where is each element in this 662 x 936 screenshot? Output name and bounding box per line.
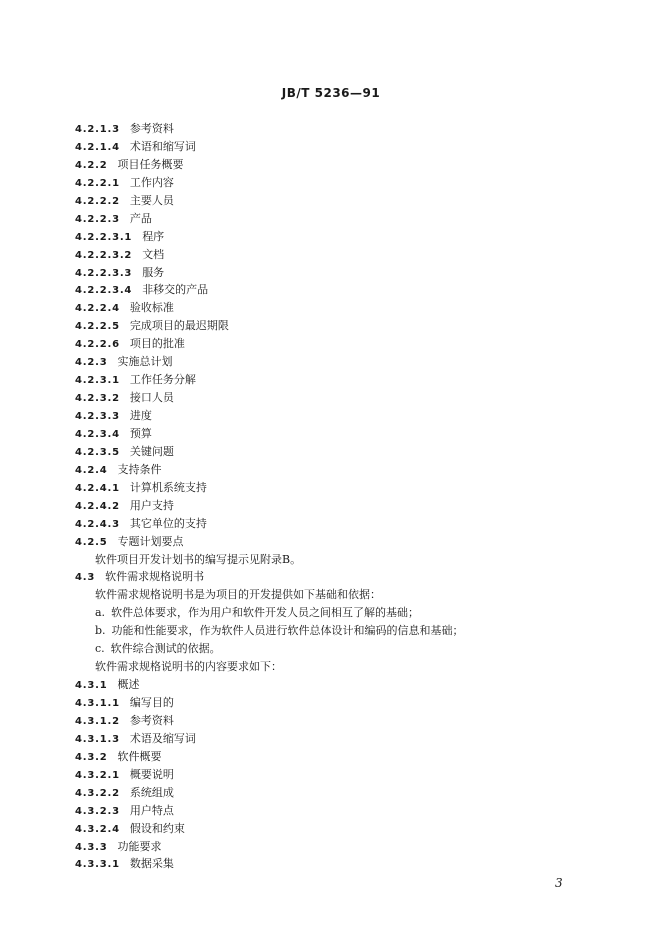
section-title: 其它单位的支持	[129, 516, 207, 530]
section-title: 软件概要	[117, 749, 162, 763]
list-marker: c.	[95, 642, 105, 656]
section-heading	[75, 855, 615, 873]
section-number: 4.2.5	[75, 536, 108, 548]
section-title: 用户特点	[129, 803, 174, 817]
section-heading	[75, 784, 615, 802]
section-heading	[75, 228, 615, 246]
section-number: 4.2.2.4	[75, 303, 120, 315]
list-marker: b.	[95, 624, 106, 638]
section-title: 专题计划要点	[117, 534, 184, 548]
section-heading	[75, 335, 615, 353]
section-number: 4.2.3.5	[75, 446, 120, 458]
section-title: 计算机系统支持	[129, 480, 207, 494]
section-heading	[75, 281, 615, 299]
section-number: 4.2.2.3.1	[75, 231, 133, 243]
section-title: 概述	[117, 678, 140, 692]
section-title: 程序	[142, 229, 165, 243]
list-item	[75, 622, 615, 640]
section-title: 主要人员	[129, 193, 174, 207]
list-marker: a.	[95, 606, 106, 620]
section-heading	[75, 264, 615, 282]
section-number: 4.2.3.4	[75, 428, 120, 440]
section-number: 4.2.4.1	[75, 482, 120, 494]
section-heading	[75, 568, 615, 586]
section-title: 实施总计划	[117, 355, 173, 369]
section-number: 4.2.2.3.3	[75, 267, 133, 279]
section-heading	[75, 389, 615, 407]
section-title: 验收标准	[129, 301, 174, 315]
section-number: 4.2.2.5	[75, 321, 120, 333]
paragraph-line: 软件需求规格说明书的内容要求如下：	[95, 660, 282, 674]
section-heading	[75, 676, 615, 694]
section-title: 关键问题	[129, 444, 174, 458]
section-number: 4.3.2.1	[75, 769, 120, 781]
section-heading	[75, 210, 615, 228]
section-number: 4.3.1	[75, 680, 108, 692]
section-title: 预算	[129, 426, 152, 440]
section-heading	[75, 192, 615, 210]
section-title: 服务	[142, 265, 165, 279]
section-heading	[75, 712, 615, 730]
section-number: 4.3.2.3	[75, 805, 120, 817]
section-heading	[75, 246, 615, 264]
list-item	[75, 604, 615, 622]
section-title: 文档	[142, 247, 165, 261]
list-item-text: 软件综合测试的依据。	[110, 642, 221, 656]
section-number: 4.2.3.1	[75, 375, 120, 387]
section-number: 4.3.3.1	[75, 859, 120, 871]
section-title: 工作内容	[129, 175, 174, 189]
section-number: 4.2.4.2	[75, 500, 120, 512]
section-number: 4.2.3	[75, 357, 108, 369]
section-number: 4.3.2.2	[75, 787, 120, 799]
section-number: 4.3.3	[75, 841, 108, 853]
section-title: 用户支持	[129, 498, 174, 512]
section-number: 4.3.1.2	[75, 715, 120, 727]
section-title: 支持条件	[117, 462, 162, 476]
section-title: 术语和缩写词	[129, 139, 196, 153]
section-title: 产品	[129, 211, 152, 225]
section-number: 4.2.3.2	[75, 393, 120, 405]
section-number: 4.2.4.3	[75, 518, 120, 530]
section-number: 4.3.1.3	[75, 733, 120, 745]
section-title: 编写目的	[129, 696, 174, 709]
section-number: 4.2.2.1	[75, 177, 120, 189]
paragraph-line: 软件需求规格说明书是为项目的开发提供如下基础和依据：	[95, 588, 381, 602]
section-title: 数据采集	[129, 857, 174, 871]
section-heading	[75, 497, 615, 515]
section-heading	[75, 138, 615, 156]
section-title: 术语及缩写词	[129, 731, 196, 745]
page-header: JB/T 5236—91	[281, 86, 381, 100]
section-title: 软件需求规格说明书	[105, 570, 205, 584]
section-heading	[75, 694, 615, 712]
section-number: 4.3.1.1	[75, 698, 120, 709]
section-heading	[75, 820, 615, 838]
section-heading	[75, 299, 615, 317]
section-heading	[75, 120, 615, 138]
section-number: 4.2.2.3.4	[75, 285, 133, 297]
section-number: 4.2.4	[75, 464, 108, 476]
paragraph-line: 软件项目开发计划书的编写提示见附录B。	[95, 552, 302, 566]
section-title: 参考资料	[129, 122, 174, 135]
section-heading	[75, 730, 615, 748]
section-title: 进度	[129, 409, 152, 422]
section-number: 4.2.2	[75, 159, 108, 171]
section-heading	[75, 802, 615, 820]
section-number: 4.3	[75, 572, 96, 584]
section-number: 4.3.2.4	[75, 823, 120, 835]
section-title: 工作任务分解	[129, 373, 196, 387]
document-body	[75, 120, 615, 873]
section-heading	[75, 425, 615, 443]
section-number: 4.2.2.2	[75, 195, 120, 207]
section-heading	[75, 353, 615, 371]
section-heading	[75, 317, 615, 335]
section-title: 非移交的产品	[142, 283, 209, 297]
section-number: 4.2.2.6	[75, 339, 120, 351]
section-title: 系统组成	[129, 785, 174, 799]
section-number: 4.2.2.3	[75, 213, 120, 225]
section-title: 项目的批准	[129, 337, 185, 351]
section-heading	[75, 533, 615, 551]
section-heading	[75, 461, 615, 479]
section-title: 假设和约束	[129, 821, 185, 835]
section-heading	[75, 766, 615, 784]
section-heading	[75, 156, 615, 174]
list-item	[75, 640, 615, 658]
section-heading	[75, 407, 615, 425]
section-number: 4.2.3.3	[75, 411, 120, 422]
section-number: 4.2.1.3	[75, 124, 120, 135]
section-number: 4.2.1.4	[75, 141, 120, 153]
section-number: 4.3.2	[75, 751, 108, 763]
section-heading	[75, 174, 615, 192]
list-item-text: 功能和性能要求，作为软件人员进行软件总体设计和编码的信息和基础；	[111, 624, 464, 638]
section-heading	[75, 838, 615, 856]
section-title: 接口人员	[129, 391, 174, 405]
section-heading	[75, 748, 615, 766]
section-title: 功能要求	[117, 839, 162, 853]
section-number: 4.2.2.3.2	[75, 249, 133, 261]
list-item-text: 软件总体要求，作为用户和软件开发人员之间相互了解的基础；	[111, 606, 420, 620]
page-number: 3	[555, 876, 563, 890]
section-heading	[75, 371, 615, 389]
section-title: 参考资料	[129, 713, 174, 727]
section-title: 概要说明	[129, 767, 174, 781]
section-heading	[75, 443, 615, 461]
section-heading	[75, 479, 615, 497]
section-title: 项目任务概要	[117, 157, 184, 171]
section-title: 完成项目的最迟期限	[129, 319, 229, 333]
section-heading	[75, 515, 615, 533]
